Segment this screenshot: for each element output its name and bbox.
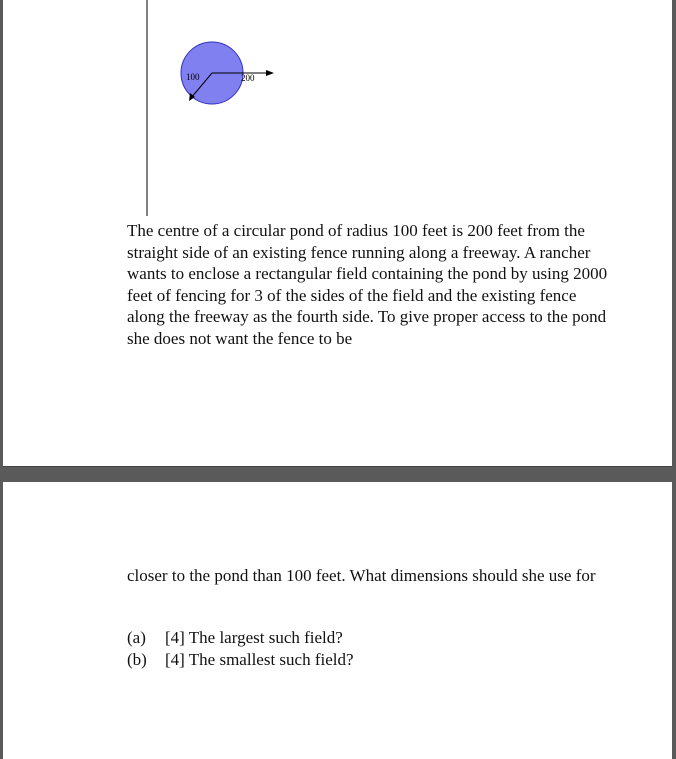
page-1: [3, 0, 672, 467]
distance-arrowhead: [266, 70, 274, 76]
part-a-marks: [4]: [165, 628, 185, 647]
problem-paragraph-1: The centre of a circular pond of radius 100 feet is 200 feet from the straight side of an existing fence running along a freeway. A rancher wants to enclose a rectangular field containing the pond by using 2000 feet of fencing for 3 of the sides of the field and the existing fence along the freeway as the fourth side. To give proper access to the pond she does not want the fence to be: [127, 221, 608, 348]
part-b: [127, 649, 354, 671]
page-2: [3, 482, 672, 759]
part-a-text: The largest such field?: [188, 628, 343, 647]
question-parts: [127, 627, 354, 670]
pond-diagram: [3, 0, 672, 230]
problem-paragraph-2: closer to the pond than 100 feet. What dimensions should she use for: [127, 566, 596, 585]
part-b-marks: [4]: [165, 649, 185, 669]
part-b-text: The smallest such field?: [188, 649, 354, 669]
part-b-letter: (b): [127, 649, 147, 669]
distance-label: 200: [241, 73, 255, 83]
radius-label: 100: [186, 72, 200, 82]
part-a-letter: (a): [127, 628, 146, 647]
part-a: [127, 627, 354, 649]
